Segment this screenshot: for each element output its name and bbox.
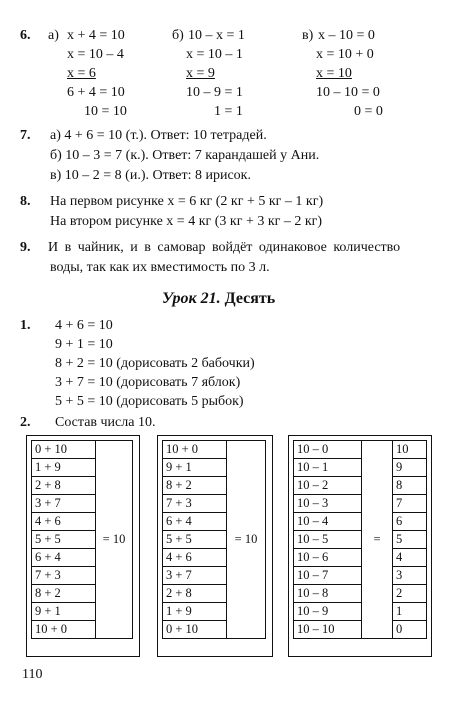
table3-cell: 10 – 9: [294, 603, 362, 621]
task6-b-line: x = 10 – 1: [186, 47, 243, 62]
table3-answer: 6: [393, 513, 427, 531]
task6-b-line: x = 9: [186, 66, 215, 81]
table3-cell: 10 – 10: [294, 621, 362, 639]
table3-answer: 5: [393, 531, 427, 549]
table3-answer: 1: [393, 603, 427, 621]
lesson-task1-line: 9 + 1 = 10: [55, 337, 113, 352]
table3-answer: 3: [393, 567, 427, 585]
table3-answer: 7: [393, 495, 427, 513]
lesson-task1-line: 3 + 7 = 10 (дорисовать 7 яблок): [55, 375, 241, 390]
task6-b-line: 10 – 9 = 1: [186, 85, 243, 100]
table3-answer: 9: [393, 459, 427, 477]
task8-line: На первом рисунке x = 6 кг (2 кг + 5 кг – 1 кг): [50, 194, 324, 209]
table1-cell: 5 + 5: [32, 531, 96, 549]
table2-result: = 10: [227, 441, 266, 639]
table1-cell: 6 + 4: [32, 549, 96, 567]
table1-cell: 10 + 0: [32, 621, 96, 639]
task6-c-label: в): [302, 28, 314, 43]
table2-cell: 9 + 1: [163, 459, 227, 477]
lesson-task1-line: 4 + 6 = 10: [55, 318, 113, 333]
table2-cell: 5 + 5: [163, 531, 227, 549]
table2-cell: 8 + 2: [163, 477, 227, 495]
task7-line: в) 10 – 2 = 8 (и.). Ответ: 8 ирисок.: [50, 168, 251, 183]
table2-cell: 0 + 10: [163, 621, 227, 639]
task6-c-line: 0 = 0: [354, 104, 383, 119]
table2-cell: 6 + 4: [163, 513, 227, 531]
task7-line: а) 4 + 6 = 10 (т.). Ответ: 10 тетрадей.: [50, 128, 267, 143]
table3-cell: 10 – 1: [294, 459, 362, 477]
task6-a-line: x + 4 = 10: [67, 28, 125, 43]
lesson-name: Десять: [220, 290, 276, 307]
task6-a-line: x = 10 – 4: [67, 47, 124, 62]
task9-line: И в чайник, и в самовар войдёт одинаковое количество: [48, 240, 401, 255]
task6-c-line: x = 10 + 0: [316, 47, 374, 62]
lesson-title: [162, 290, 275, 308]
table3-cell: 10 – 4: [294, 513, 362, 531]
task9-line: воды, так как их вместимость по 3 л.: [50, 260, 270, 275]
task8-line: На втором рисунке x = 4 кг (3 кг + 3 кг – 2 кг): [50, 214, 323, 229]
lesson-task1-number: 1.: [20, 318, 31, 333]
table3-cell: 10 – 3: [294, 495, 362, 513]
table1-cell: 7 + 3: [32, 567, 96, 585]
task6-b-line: 10 – x = 1: [188, 28, 245, 43]
table3-answer: 10: [393, 441, 427, 459]
table3-cell: 10 – 8: [294, 585, 362, 603]
table1-result: = 10: [96, 441, 133, 639]
table3-cell: 10 – 7: [294, 567, 362, 585]
task6-a-line: 6 + 4 = 10: [67, 85, 125, 100]
table2-cell: 4 + 6: [163, 549, 227, 567]
table3: [293, 440, 427, 639]
table3-answer: 8: [393, 477, 427, 495]
task6-c-line: x = 10: [316, 66, 352, 81]
table2-cell: 3 + 7: [163, 567, 227, 585]
table3-equals: =: [362, 441, 393, 639]
table1-cell: 0 + 10: [32, 441, 96, 459]
lesson-task2-number: 2.: [20, 415, 31, 430]
lesson-task1-line: 8 + 2 = 10 (дорисовать 2 бабочки): [55, 356, 255, 371]
task6-b-line: 1 = 1: [214, 104, 243, 119]
task6-a-line: x = 6: [67, 66, 96, 81]
table1-cell: 3 + 7: [32, 495, 96, 513]
lesson-task1-line: 5 + 5 = 10 (дорисовать 5 рыбок): [55, 394, 244, 409]
table3-cell: 10 – 0: [294, 441, 362, 459]
task6-a-label: а): [48, 28, 59, 43]
table2-cell: 7 + 3: [163, 495, 227, 513]
table2-cell: 1 + 9: [163, 603, 227, 621]
table2-cell: 10 + 0: [163, 441, 227, 459]
table2: [162, 440, 266, 639]
table3-cell: 10 – 6: [294, 549, 362, 567]
table3-cell: 10 – 2: [294, 477, 362, 495]
table1-cell: 9 + 1: [32, 603, 96, 621]
table3-answer: 0: [393, 621, 427, 639]
table1-cell: 2 + 8: [32, 477, 96, 495]
page-number: 110: [22, 667, 43, 682]
table1-cell: 1 + 9: [32, 459, 96, 477]
table3-answer: 2: [393, 585, 427, 603]
task6-b-label: б): [172, 28, 184, 43]
table3-answer: 4: [393, 549, 427, 567]
lesson-task2-text: Состав числа 10.: [55, 415, 156, 430]
task6-number: 6.: [20, 28, 31, 43]
task6-c-line: x – 10 = 0: [318, 28, 375, 43]
table1-cell: 4 + 6: [32, 513, 96, 531]
task7-line: б) 10 – 3 = 7 (к.). Ответ: 7 карандашей у Ани.: [50, 148, 320, 163]
task8-number: 8.: [20, 194, 31, 209]
table3-cell: 10 – 5: [294, 531, 362, 549]
task7-number: 7.: [20, 128, 31, 143]
table1-cell: 8 + 2: [32, 585, 96, 603]
table2-cell: 2 + 8: [163, 585, 227, 603]
lesson-prefix: Урок 21.: [162, 290, 221, 307]
table1: [31, 440, 133, 639]
task6-a-line: 10 = 10: [84, 104, 127, 119]
task6-c-line: 10 – 10 = 0: [316, 85, 380, 100]
task9-number: 9.: [20, 240, 31, 255]
